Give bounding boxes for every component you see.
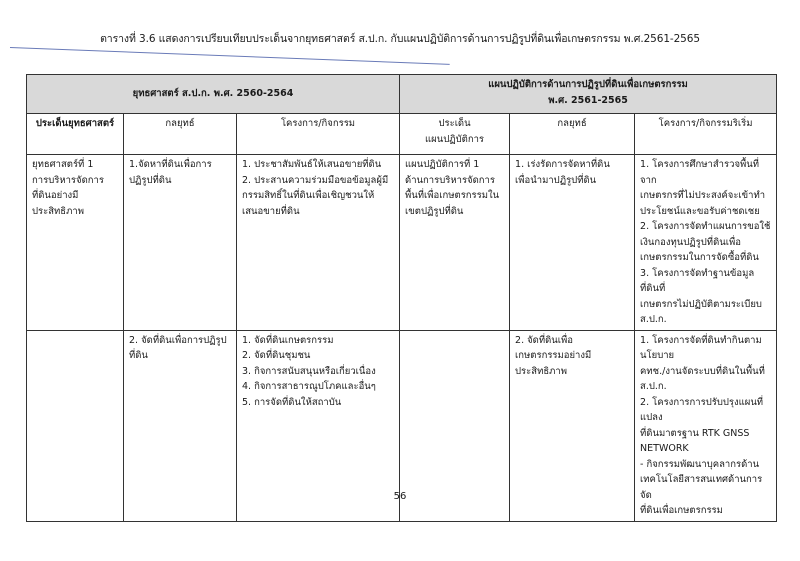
cell-plan-strategy xyxy=(510,155,635,331)
text-line: 3. กิจการสนับสนุนหรือเกี่ยวเนื่อง xyxy=(242,365,376,377)
text-line: เงินกองทุนปฏิรูปที่ดินเพื่อ xyxy=(640,236,741,248)
col-header-plan-strategy: กลยุทธ์ xyxy=(510,114,635,155)
group-header-row xyxy=(27,75,777,114)
text-line: ด้านการบริหารจัดการ xyxy=(405,174,495,186)
text-line: - กิจกรรมพัฒนาบุคลากรด้าน xyxy=(640,458,760,470)
table-caption: ตารางที่ 3.6 แสดงการเปรียบเทียบประเด็นจากยุทธศาสตร์ ส.ป.ก. กับแผนปฏิบัติการด้านการปฏิรูปที่ดินเพื่อเกษตรกรรม พ.ศ.2561-2565 xyxy=(100,33,700,45)
col-header-project-activity: โครงการ/กิจกรรม xyxy=(237,114,400,155)
text-line: คทช./งานจัดระบบที่ดินในพื้นที่ ส.ป.ก. xyxy=(640,365,765,392)
text-line: 4. กิจการสาธารณูปโภคและอื่นๆ xyxy=(242,381,376,392)
text-line: ที่ดินอย่างมี xyxy=(32,190,79,201)
text-line: เกษตรกรที่ไม่ประสงค์จะเข้าทำ xyxy=(640,190,766,201)
text-line: ที่ดินเพื่อเกษตรกรรม xyxy=(640,505,723,516)
table-row xyxy=(27,155,777,331)
text-line: 2. จัดที่ดินเพื่อ xyxy=(515,334,573,346)
text-line: ปฏิรูปที่ดิน xyxy=(129,174,172,186)
text-line: 1. โครงการจัดที่ดินทำกินตามนโยบาย xyxy=(640,334,762,361)
text-line: 2. จัดที่ดินเพื่อการปฏิรูป xyxy=(129,334,227,346)
cell-initiatives xyxy=(635,155,777,331)
text-line: เทคโนโลยีสารสนเทศด้านการจัด xyxy=(640,474,763,501)
text-line: เกษตรกรไม่ปฏิบัติตามระเบียบ xyxy=(640,298,762,310)
text-line: เพื่อนำมาปฏิรูปที่ดิน xyxy=(515,174,597,186)
cell-projects xyxy=(237,155,400,331)
plan-group-header xyxy=(400,75,777,114)
text-line: เขตปฏิรูปที่ดิน xyxy=(405,205,464,217)
text-line: ที่ดินมาตรฐาน RTK GNSS xyxy=(640,427,750,439)
text-line: เกษตรกรรมอย่างมี xyxy=(515,350,592,361)
plan-group-title-line2: พ.ศ. 2561-2565 xyxy=(548,94,628,106)
text-line: 1.จัดหาที่ดินเพื่อการ xyxy=(129,159,212,170)
text-line: ประโยชน์และขอรับค่าชดเชย xyxy=(640,205,760,217)
cell-plan-issue xyxy=(400,155,510,331)
text-line: กรรมสิทธิ์ในที่ดินเพื่อเชิญชวนให้ xyxy=(242,190,375,201)
column-header-row xyxy=(27,114,777,155)
text-line: 1. เร่งรัดการจัดหาที่ดิน xyxy=(515,159,610,170)
scan-artifact-line xyxy=(10,47,450,65)
text-line: ประสิทธิภาพ xyxy=(32,205,84,217)
text-line: ยุทธศาสตร์ที่ 1 xyxy=(32,159,94,170)
comparison-table xyxy=(26,74,777,522)
text-line: 2. โครงการการปรับปรุงแผนที่แปลง xyxy=(640,396,764,423)
strategy-group-title: ยุทธศาสตร์ ส.ป.ก. พ.ศ. 2560-2564 xyxy=(132,88,294,100)
col-header-strategy-issue: ประเด็นยุทธศาสตร์ xyxy=(27,114,124,155)
cell-strategy xyxy=(124,155,237,331)
text-line: พื้นที่เพื่อเกษตรกรรมใน xyxy=(405,190,500,201)
text-line: 5. การจัดที่ดินให้สถาบัน xyxy=(242,396,342,408)
text-line: 2. โครงการจัดทำแผนการขอใช้ xyxy=(640,221,771,232)
text-line: 2. ประสานความร่วมมือขอข้อมูลผู้มี xyxy=(242,174,389,186)
text-line: เกษตรกรรมในการจัดซื้อที่ดิน xyxy=(640,252,759,263)
text-line: NETWORK xyxy=(640,443,689,454)
text-line: 1. ประชาสัมพันธ์ให้เสนอขายที่ดิน xyxy=(242,159,382,170)
cell-strategy-issue xyxy=(27,155,124,331)
col-header-plan-issue-line1: ประเด็น xyxy=(438,118,471,129)
text-line: ประสิทธิภาพ xyxy=(515,365,567,377)
text-line: 1. โครงการศึกษาสำรวจพื้นที่จาก xyxy=(640,159,760,186)
col-header-strategy: กลยุทธ์ xyxy=(124,114,237,155)
strategy-group-header xyxy=(27,75,400,114)
col-header-initiative: โครงการ/กิจกรรมริเริ่ม xyxy=(635,114,777,155)
text-line: ส.ป.ก. xyxy=(640,314,667,325)
text-line: 3. โครงการจัดทำฐานข้อมูลที่ดินที่ xyxy=(640,267,755,294)
text-line: เสนอขายที่ดิน xyxy=(242,205,300,217)
page-number: 56 xyxy=(393,491,407,502)
col-header-plan-issue xyxy=(400,114,510,155)
text-line: ที่ดิน xyxy=(129,350,148,361)
plan-group-title-line1: แผนปฏิบัติการด้านการปฏิรูปที่ดินเพื่อเกษตรกรรม xyxy=(488,79,688,90)
col-header-plan-issue-line2: แผนปฏิบัติการ xyxy=(425,133,485,145)
text-line: 2. จัดที่ดินชุมชน xyxy=(242,350,311,361)
text-line: แผนปฏิบัติการที่ 1 xyxy=(405,159,480,170)
text-line: 1. จัดที่ดินเกษตรกรรม xyxy=(242,334,334,346)
text-line: การบริหารจัดการ xyxy=(32,174,104,186)
